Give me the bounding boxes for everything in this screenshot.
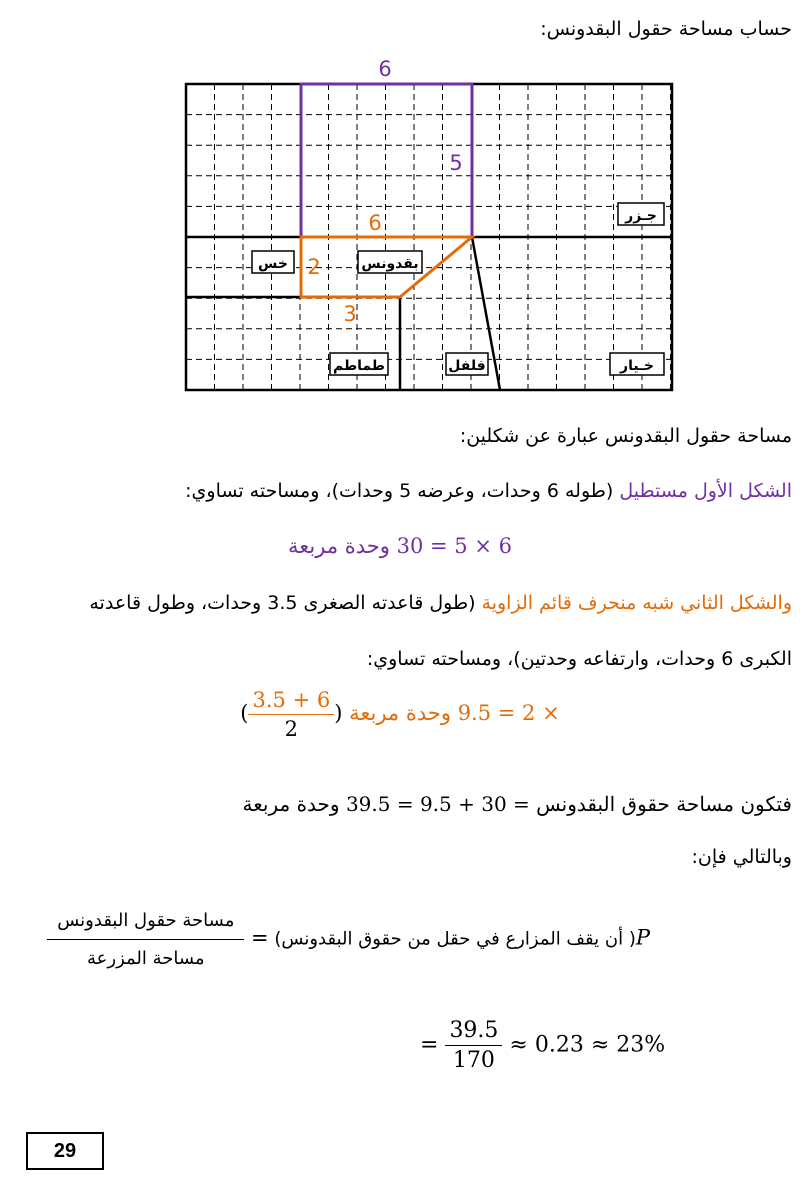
svg-text:خـيار: خـيار xyxy=(620,358,654,374)
svg-text:فلفل: فلفل xyxy=(448,358,486,374)
rect-width-label: 6 xyxy=(378,57,392,81)
trap-bottom-label: 3 xyxy=(343,302,357,326)
intro-text: مساحة حقول البقدونس عبارة عن شكلين: xyxy=(459,425,792,447)
field-label-tomato xyxy=(330,353,388,375)
probability-event: ( أن يقف المزارع في حقل من حقوق البقدونس) xyxy=(274,928,636,950)
shape2-fraction xyxy=(248,688,334,741)
field-label-carrot xyxy=(618,203,664,225)
farm-grid-diagram xyxy=(180,55,680,395)
shape2-description xyxy=(8,592,792,614)
total-area-statement: فتكون مساحة حقوق البقدونس = 30 + 9.5 = 39.5 وحدة مربعة xyxy=(242,792,792,816)
probability-denominator: مساحة المزرعة xyxy=(86,948,205,969)
field-label-pepper xyxy=(446,353,488,375)
fraction-numerator: 6 + 3.5 xyxy=(248,688,334,715)
shape1-description xyxy=(8,480,792,502)
trap-height-label: 2 xyxy=(307,255,321,279)
parsley-rectangle xyxy=(301,84,472,237)
shape1-equation: 6 × 5 = 30 وحدة مربعة xyxy=(288,534,512,558)
fraction-denominator: 2 xyxy=(284,717,299,741)
rect-height-label: 5 xyxy=(449,151,463,175)
value-numerator: 39.5 xyxy=(445,1018,502,1046)
shape2-rest: (طول قاعدته الصغرى 3.5 وحدات، وطول قاعدته xyxy=(89,592,482,614)
probability-approx: ≈ 0.23 ≈ 23% xyxy=(509,1032,666,1058)
page-heading: حساب مساحة حقول البقدونس: xyxy=(540,18,792,40)
shape2-colored: والشكل الثاني شبه منحرف قائم الزاوية xyxy=(481,592,792,614)
svg-text:جـزر: جـزر xyxy=(625,208,657,224)
probability-fraction xyxy=(47,910,244,969)
shape2-equation: × 2 = 9.5 وحدة مربعة ( $\frac{6 + 3.5}{2}$ ) xyxy=(240,688,560,741)
probability-numerator: مساحة حقول البقدونس xyxy=(47,910,244,940)
svg-text:طماطم: طماطم xyxy=(333,358,385,374)
field-label-cucumber xyxy=(610,353,664,375)
trap-top-label: 6 xyxy=(368,211,382,235)
probability-formula: P( أن يقف المزارع في حقل من حقوق البقدونس) = $\frac{\text{مساحة حقول البقدونس}}{\text{مساحة المزرعة}}$ xyxy=(10,910,650,969)
svg-text:خس: خس xyxy=(258,256,288,272)
therefore-text: وبالتالي فإن: xyxy=(691,846,792,868)
probability-value: = $\frac{39.5}{170}$ ≈ 0.23 ≈ 23% xyxy=(420,1018,666,1073)
field-label-lettuce xyxy=(252,251,294,273)
value-denominator: 170 xyxy=(452,1048,495,1073)
page-number: 29 xyxy=(26,1132,104,1170)
shape2-eq-rest: × 2 = 9.5 وحدة مربعة xyxy=(349,701,560,725)
svg-text:بقدونس: بقدونس xyxy=(361,256,419,272)
probability-symbol: P xyxy=(635,925,650,950)
value-fraction xyxy=(445,1018,502,1073)
shape1-rest: (طوله 6 وحدات، وعرضه 5 وحدات)، ومساحته تساوي: xyxy=(185,480,620,502)
shape2-description-line2: الكبرى 6 وحدات، وارتفاعه وحدتين)، ومساحته تساوي: xyxy=(366,648,792,670)
field-label-parsley xyxy=(358,251,422,273)
shape1-colored: الشكل الأول مستطيل xyxy=(619,480,792,502)
